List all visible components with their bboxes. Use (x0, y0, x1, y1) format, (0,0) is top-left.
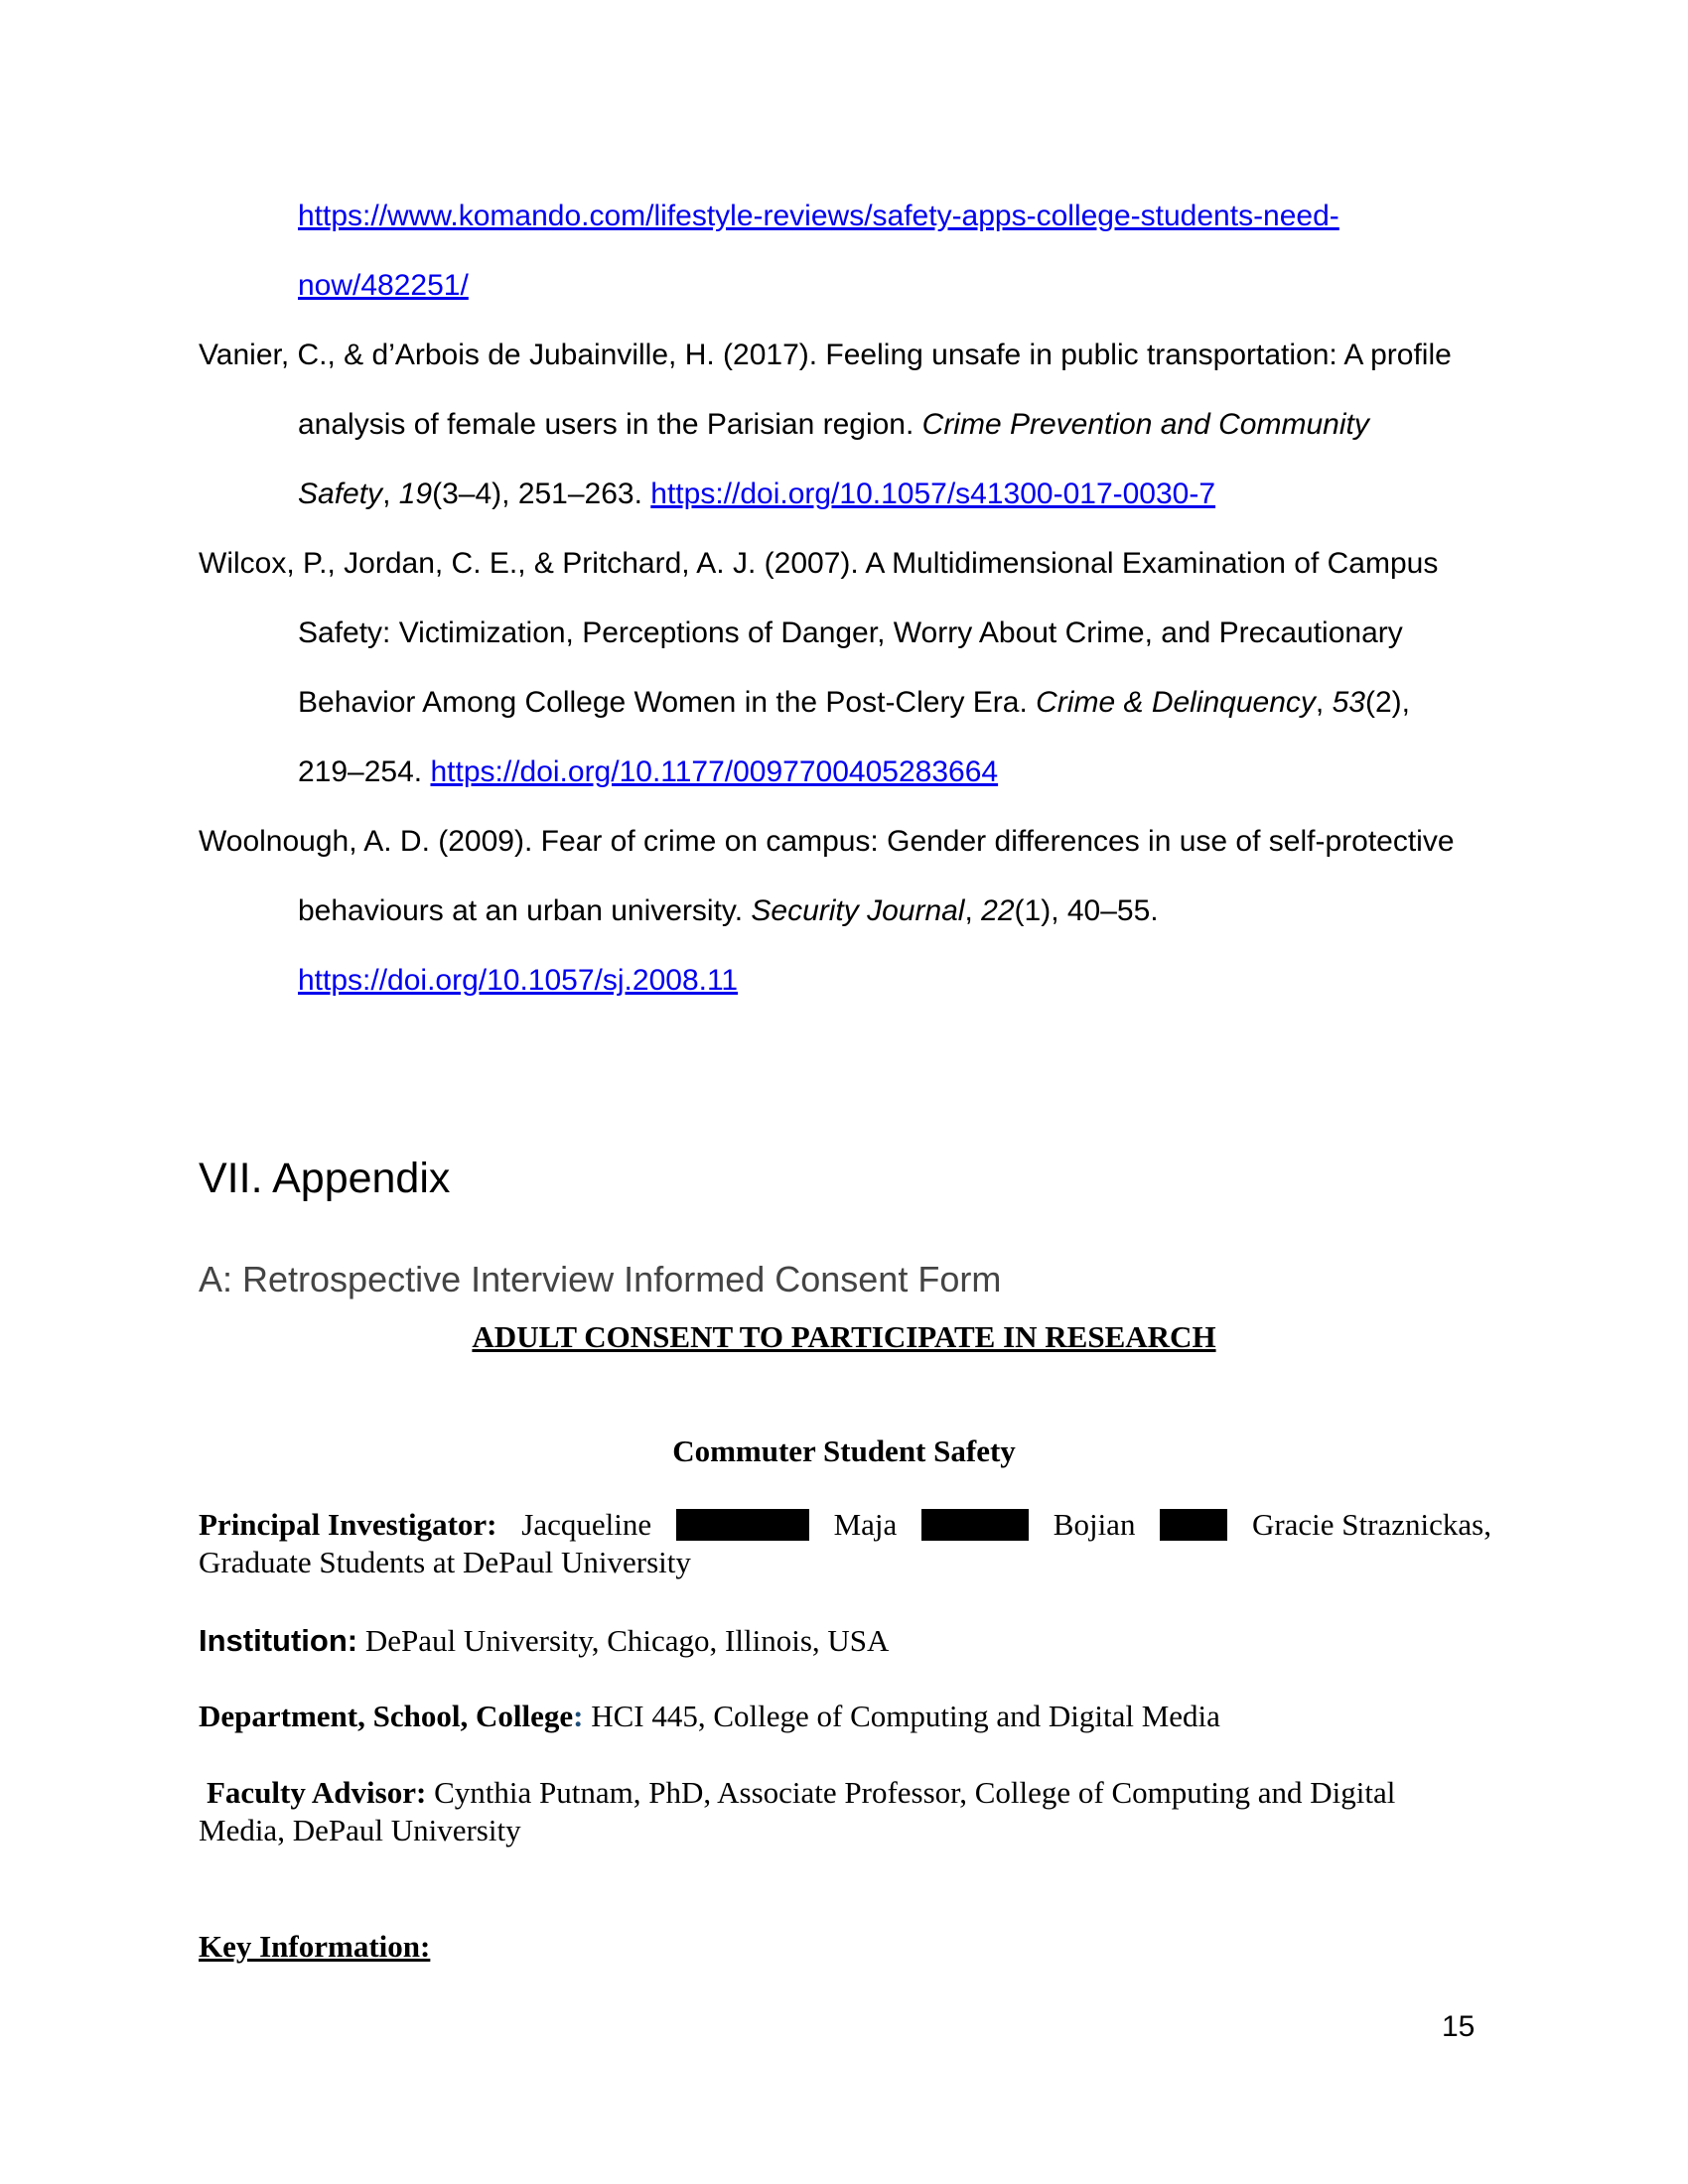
department (199, 1698, 1491, 1735)
pi-line1 (199, 1506, 1491, 1544)
vanier-text: Vanier, C., & d’Arbois de Jubainville, H. (2017). Feeling unsafe in public transportation: A profile (199, 339, 1452, 371)
advisor-line2: Media, DePaul University (199, 1813, 521, 1847)
page-number: 15 (1442, 2010, 1476, 2043)
woolnough-text: Woolnough, A. D. (2009). Fear of crime on campus: Gender differences in use of self-protective (199, 825, 1455, 858)
institution (199, 1622, 1491, 1660)
wilcox-doi-link[interactable]: https://doi.org/10.1177/0097700405283664 (430, 755, 999, 788)
woolnough-sep: , (964, 894, 982, 927)
wilcox-pages: 219–254. (298, 755, 431, 788)
institution-label: Institution: (199, 1623, 358, 1658)
wilcox-issue: (2), (1364, 686, 1410, 719)
department-label: Department, School, College (199, 1699, 574, 1733)
woolnough-reference-line1 (199, 824, 1455, 860)
advisor-line1 (199, 1774, 1491, 1812)
komando-url-line2[interactable] (298, 268, 469, 304)
wilcox-reference-line3 (298, 685, 1410, 721)
faculty-advisor (199, 1774, 1491, 1849)
pi-name-1: Jacqueline (521, 1507, 652, 1542)
wilcox-text: Wilcox, P., Jordan, C. E., & Pritchard, A. J. (2007). A Multidimensional Examination of Campus (199, 547, 1439, 580)
wilcox-reference-line4 (298, 754, 998, 790)
woolnough-reference-line2 (298, 893, 1159, 929)
advisor-value: Cynthia Putnam, PhD, Associate Professor, College of Computing and Digital (426, 1775, 1396, 1810)
pi-name-2: Maja (833, 1507, 898, 1542)
key-information (199, 1928, 1491, 1966)
redaction-bar (676, 1509, 809, 1541)
woolnough-text-2: behaviours at an urban university. (298, 894, 752, 927)
vanier-journal-cont: Safety (298, 478, 383, 510)
redaction-bar (921, 1509, 1029, 1541)
komando-url-line1[interactable] (298, 199, 1339, 234)
woolnough-volume: 22 (981, 894, 1015, 927)
wilcox-reference-line2 (298, 615, 1403, 651)
vanier-reference-line1 (199, 338, 1452, 373)
institution-value: DePaul University, Chicago, Illinois, USA (357, 1623, 890, 1658)
advisor-label: Faculty Advisor: (207, 1775, 427, 1810)
woolnough-pages: (1), 40–55. (1014, 894, 1159, 927)
vanier-volume: 19 (398, 478, 433, 510)
wilcox-volume: 53 (1332, 686, 1365, 719)
pi-label: Principal Investigator: (199, 1507, 497, 1542)
woolnough-doi-link[interactable]: https://doi.org/10.1057/sj.2008.11 (298, 964, 739, 997)
komando-link-1[interactable]: https://www.komando.com/lifestyle-reviews/safety-apps-college-students-need- (298, 200, 1339, 232)
study-title: Commuter Student Safety (672, 1433, 1016, 1468)
pi-line2: Graduate Students at DePaul University (199, 1545, 691, 1579)
woolnough-reference-line3[interactable] (298, 963, 738, 999)
komando-link-2[interactable]: now/482251/ (298, 269, 469, 302)
vanier-reference-line3 (298, 477, 1215, 512)
wilcox-reference-line1 (199, 546, 1438, 582)
consent-title-text: ADULT CONSENT TO PARTICIPATE IN RESEARCH (472, 1319, 1216, 1354)
wilcox-text-3: Behavior Among College Women in the Post-Clery Era. (298, 686, 1037, 719)
vanier-journal: Crime Prevention and Community (921, 408, 1369, 441)
vanier-text-plain: analysis of female users in the Parisian region. (298, 408, 922, 441)
principal-investigator (199, 1506, 1491, 1581)
vanier-pages: (3–4), 251–263. (432, 478, 651, 510)
redaction-bar (1160, 1509, 1227, 1541)
key-information-heading: Key Information: (199, 1929, 431, 1964)
consent-title (199, 1318, 1489, 1356)
appendix-subheading: A: Retrospective Interview Informed Consent Form (199, 1259, 1002, 1299)
department-colon: : (573, 1699, 584, 1733)
wilcox-journal: Crime & Delinquency (1036, 686, 1316, 719)
vanier-sep: , (382, 478, 399, 510)
pi-name-3: Bojian (1053, 1507, 1136, 1542)
appendix-heading: VII. Appendix (199, 1155, 451, 1202)
vanier-doi-link[interactable]: https://doi.org/10.1057/s41300-017-0030-7 (650, 478, 1216, 510)
department-value: HCI 445, College of Computing and Digital Media (583, 1699, 1220, 1733)
wilcox-text-2: Safety: Victimization, Perceptions of Danger, Worry About Crime, and Precautionary (298, 616, 1403, 649)
woolnough-journal: Security Journal (751, 894, 965, 927)
vanier-reference-line2 (298, 407, 1369, 443)
pi-name-4: Gracie Straznickas, (1251, 1507, 1491, 1542)
wilcox-sep: , (1315, 686, 1333, 719)
